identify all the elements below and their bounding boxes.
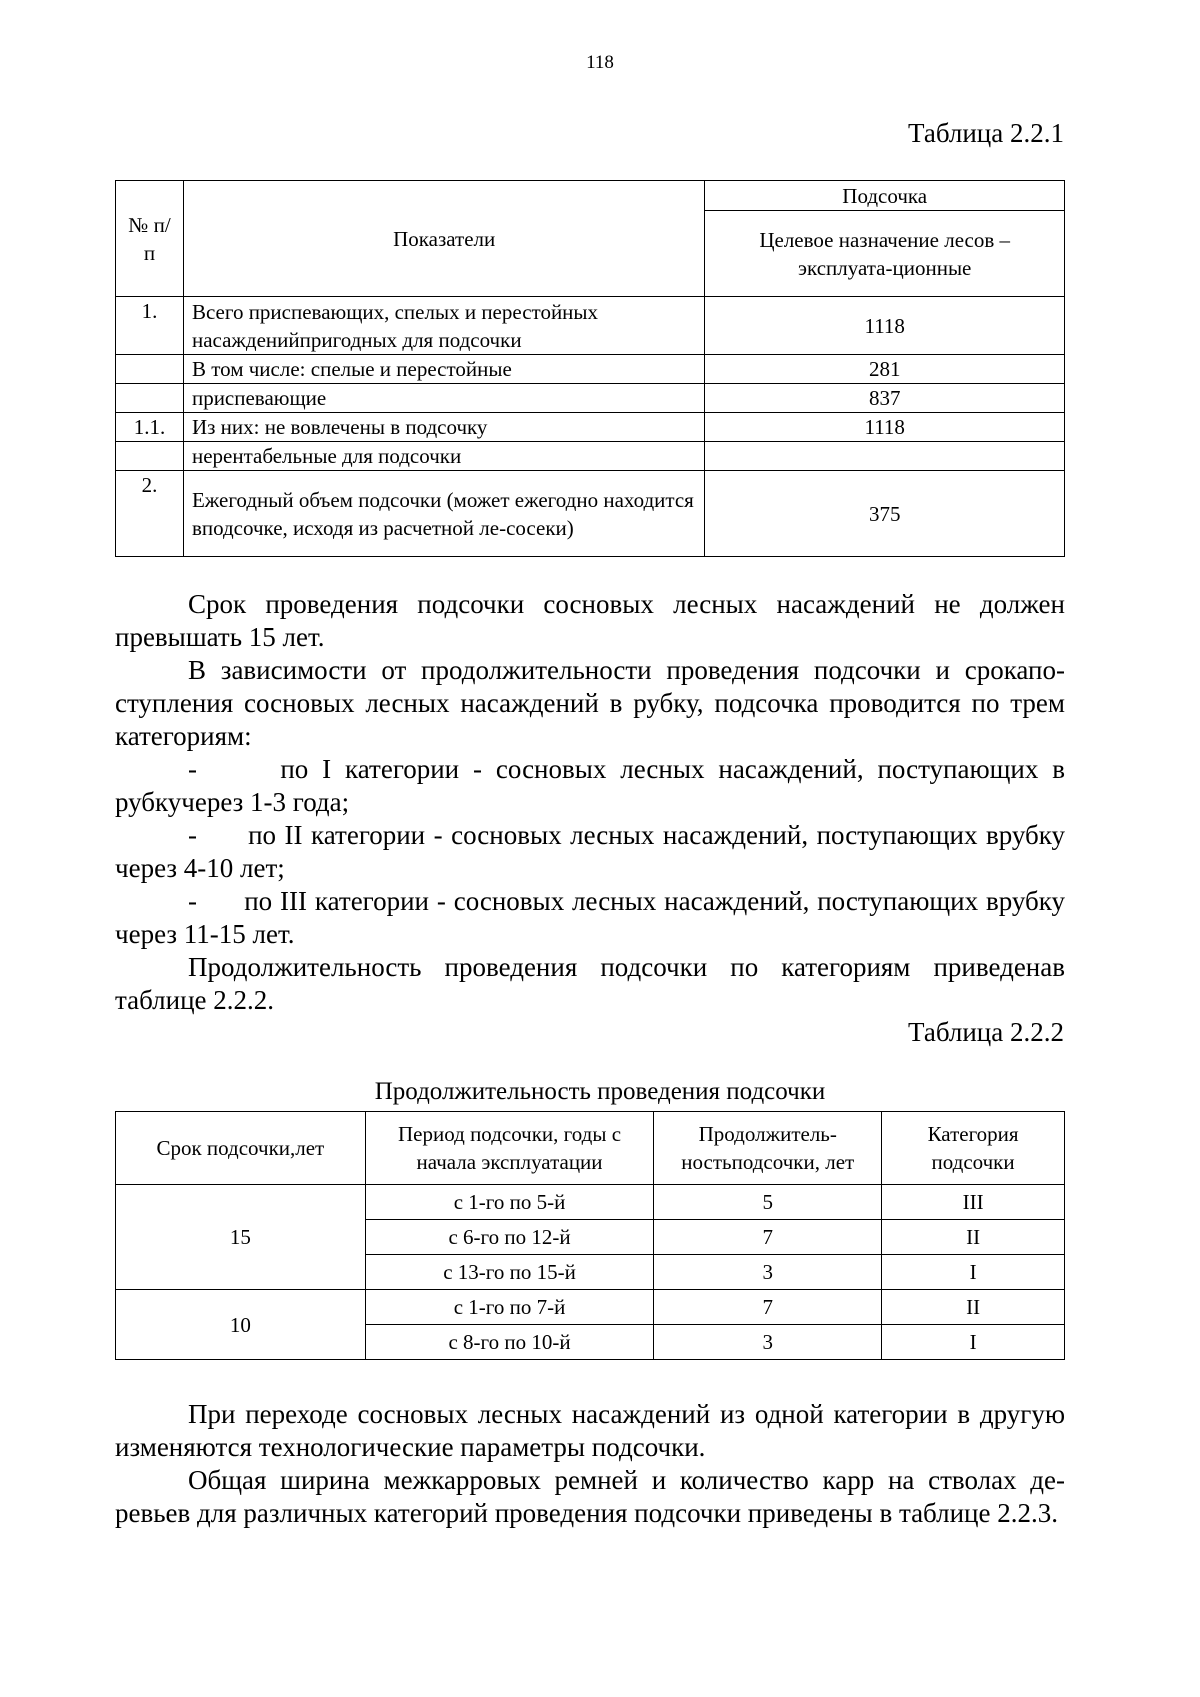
text-block-1: [115, 588, 1072, 1017]
row-num: [116, 442, 184, 471]
row-label: Ежегодный объем подсочки (может ежегодно находится вподсочке, исходя из расчетной ле-сосеки): [183, 471, 704, 557]
header-indicators: Показатели: [183, 181, 704, 297]
category-cell: I: [882, 1325, 1065, 1360]
duration-cell: 5: [654, 1185, 882, 1220]
table-2-2-2: [115, 1111, 1065, 1360]
header-num: № п/п: [116, 181, 184, 297]
row-label: приспевающие: [183, 384, 704, 413]
duration-cell: 7: [654, 1290, 882, 1325]
paragraph: Общая ширина межкарровых ремней и количество карр на стволах де-ревьев для различных категорий проведения подсочки приведены в таблице 2.2.3.: [115, 1465, 1065, 1528]
period-cell: с 6-го по 12-й: [365, 1220, 654, 1255]
row-label: Из них: не вовлечены в подсочку: [183, 413, 704, 442]
period-cell: с 1-го по 5-й: [365, 1185, 654, 1220]
row-label: В том числе: спелые и перестойные: [183, 355, 704, 384]
header-group: Подсочка: [705, 181, 1065, 211]
period-cell: с 1-го по 7-й: [365, 1290, 654, 1325]
duration-cell: 7: [654, 1220, 882, 1255]
category-cell: III: [882, 1185, 1065, 1220]
row-num: 2.: [116, 471, 184, 557]
row-value: 281: [705, 355, 1065, 384]
list-item: - по II категории - сосновых лесных насаждений, поступающих врубку через 4-10 лет;: [115, 820, 1072, 883]
row-value: 1118: [705, 413, 1065, 442]
table-2-2-1: [115, 180, 1065, 557]
table-caption-2-2-2: Таблица 2.2.2: [908, 1017, 1064, 1047]
row-value: 375: [705, 471, 1065, 557]
header-term: Срок подсочки,лет: [116, 1112, 366, 1185]
category-cell: I: [882, 1255, 1065, 1290]
paragraph: В зависимости от продолжительности проведения подсочки и срокапо-ступления сосновых лесных насаждений в рубку, подсочка проводится по трем категориям:: [115, 655, 1065, 751]
header-purpose: Целевое назначение лесов – эксплуата-ционные: [705, 211, 1065, 297]
duration-cell: 3: [654, 1325, 882, 1360]
period-cell: с 13-го по 15-й: [365, 1255, 654, 1290]
table-title-2-2-2: Продолжительность проведения подсочки: [374, 1078, 826, 1105]
category-cell: II: [882, 1220, 1065, 1255]
period-cell: с 8-го по 10-й: [365, 1325, 654, 1360]
header-duration: Продолжитель-ностьподсочки, лет: [654, 1112, 882, 1185]
term-cell: 10: [116, 1290, 366, 1360]
header-category: Категория подсочки: [882, 1112, 1065, 1185]
term-cell: 15: [116, 1185, 366, 1290]
page-number: 118: [586, 52, 614, 73]
row-label: нерентабельные для подсочки: [183, 442, 704, 471]
duration-cell: 3: [654, 1255, 882, 1290]
paragraph: При переходе сосновых лесных насаждений из одной категории в другую изменяются технологические параметры подсочки.: [115, 1399, 1065, 1462]
row-num: [116, 384, 184, 413]
list-item: - по III категории - сосновых лесных насаждений, поступающих врубку через 11-15 лет.: [115, 886, 1072, 949]
row-num: [116, 355, 184, 384]
paragraph: Продолжительность проведения подсочки по категориям приведенав таблице 2.2.2.: [115, 952, 1065, 1015]
text-block-2: [115, 1398, 1065, 1530]
row-num: 1.: [116, 297, 184, 355]
row-num: 1.1.: [116, 413, 184, 442]
paragraph: Срок проведения подсочки сосновых лесных насаждений не должен превышать 15 лет.: [115, 589, 1065, 652]
row-value: 837: [705, 384, 1065, 413]
header-period: Период подсочки, годы с начала эксплуатации: [365, 1112, 654, 1185]
row-label: Всего приспевающих, спелых и перестойных насажденийпригодных для подсочки: [183, 297, 704, 355]
table-caption-2-2-1: Таблица 2.2.1: [908, 118, 1064, 148]
list-item: - по I категории - сосновых лесных насаждений, поступающих в рубкучерез 1-3 года;: [115, 754, 1072, 817]
row-value: [705, 442, 1065, 471]
category-cell: II: [882, 1290, 1065, 1325]
row-value: 1118: [705, 297, 1065, 355]
